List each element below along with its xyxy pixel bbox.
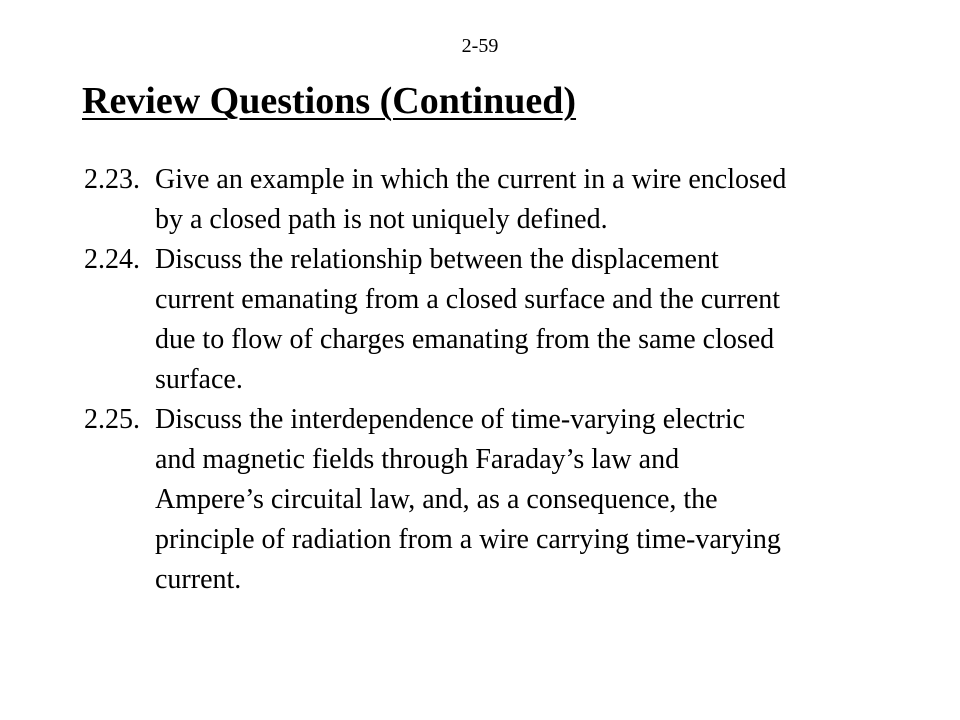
slide-title: Review Questions (Continued) (82, 80, 577, 122)
question-item (84, 400, 884, 600)
question-number: 2.24. (84, 244, 140, 275)
question-line: Discuss the relationship between the displacement (155, 244, 719, 275)
question-line: Ampere’s circuital law, and, as a consequence, the (155, 484, 718, 515)
question-number: 2.25. (84, 404, 140, 435)
question-item (84, 240, 884, 400)
question-line: current emanating from a closed surface and the current (155, 284, 781, 315)
question-line: by a closed path is not uniquely defined. (155, 204, 608, 235)
question-number: 2.23. (84, 164, 140, 195)
question-line: Give an example in which the current in a wire enclosed (155, 164, 787, 195)
question-list (84, 160, 884, 600)
question-line: current. (155, 564, 242, 595)
page-number: 2-59 (461, 35, 499, 57)
question-line: due to flow of charges emanating from the same closed (155, 324, 775, 355)
question-line: Discuss the interdependence of time-varying electric (155, 404, 746, 435)
question-line: and magnetic fields through Faraday’s law and (155, 444, 680, 475)
question-text (155, 400, 884, 600)
question-text (155, 160, 884, 240)
question-line: surface. (155, 364, 243, 395)
question-text (155, 240, 884, 400)
question-line: principle of radiation from a wire carrying time-varying (155, 524, 781, 555)
question-item (84, 160, 884, 240)
